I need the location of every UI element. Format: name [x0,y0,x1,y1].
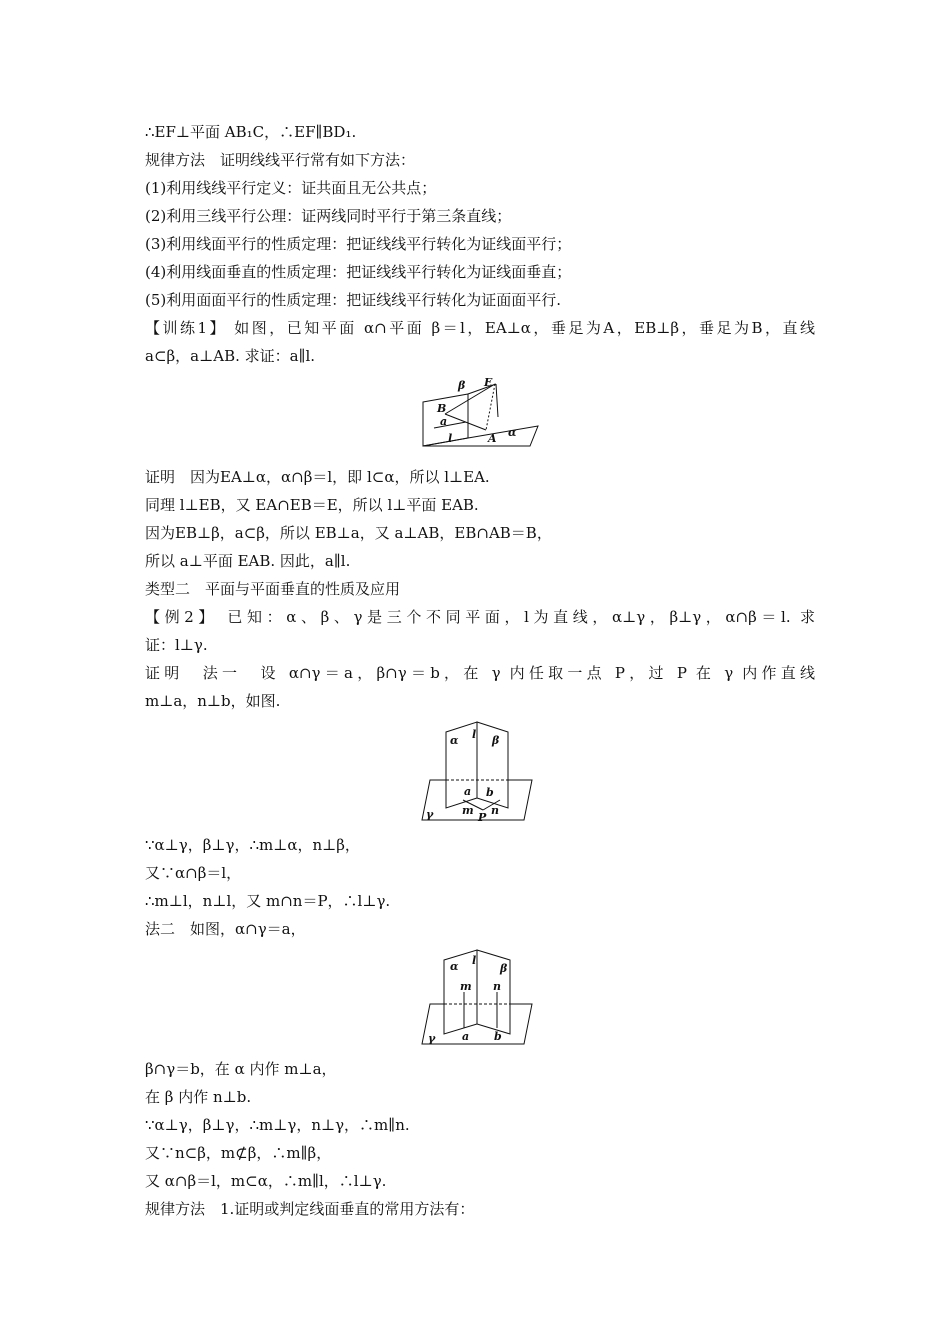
text-line: 又 α∩β＝l，m⊂α，∴m∥l，∴l⊥γ. [145,1172,387,1190]
text-line: ∴m⊥l，n⊥l，又 m∩n＝P，∴l⊥γ. [145,892,391,910]
text-line: 证明 因为EA⊥α，α∩β＝l，即 l⊂α，所以 l⊥EA. [145,468,490,486]
text-line: 又∵n⊂β，m⊄β，∴m∥β， [145,1144,332,1162]
figure-example2-method1 [420,720,540,828]
text-line: 证明 法一 设 α∩γ＝a，β∩γ＝b，在 γ 内任取一点 P，过 P 在 γ 内作直线 [145,664,815,682]
text-line: 规律方法 证明线线平行常有如下方法： [145,151,416,169]
label-gamma: γ [426,808,434,821]
label-beta: β [458,379,466,392]
text-line: (5)利用面面平行的性质定理：把证线线平行转化为证面面平行. [145,291,562,309]
section-heading: 类型二 平面与平面垂直的性质及应用 [145,580,401,598]
text-line: a⊂β，a⊥AB. 求证：a∥l. [145,347,316,365]
text-line: (2)利用三线平行公理：证两线同时平行于第三条直线； [145,207,512,225]
text-line: 因为EB⊥β，a⊂β，所以 EB⊥a，又 a⊥AB，EB∩AB＝B， [145,524,552,542]
label-alpha: α [450,960,459,973]
text-line: (4)利用线面垂直的性质定理：把证线线平行转化为证线面垂直； [145,263,572,281]
text-line: 在 β 内作 n⊥b. [145,1088,252,1106]
text-line: 证：l⊥γ. [145,636,208,654]
label-b: b [486,786,494,799]
figure-example2-method2 [420,948,540,1052]
label-A: A [488,432,497,445]
label-l: l [472,728,477,741]
text-line: 同理 l⊥EB，又 EA∩EB＝E，所以 l⊥平面 EAB. [145,496,479,514]
figure-training1 [420,372,540,452]
text-line: 所以 a⊥平面 EAB. 因此，a∥l. [145,552,351,570]
label-P: P [478,811,487,824]
label-l: l [448,432,453,445]
label-beta: β [492,734,500,747]
label-a: a [464,785,472,798]
label-l: l [472,954,477,967]
label-B: B [437,402,447,415]
label-gamma: γ [428,1032,436,1045]
text-line: β∩γ＝b，在 α 内作 m⊥a， [145,1060,337,1078]
label-E: E [484,376,493,389]
text-line: 【例2】 已知：α、β、γ是三个不同平面，l为直线，α⊥γ，β⊥γ，α∩β＝l. 求 [145,608,815,626]
label-m: m [460,980,472,993]
label-a: a [462,1030,470,1043]
text-line: 规律方法 1.证明或判定线面垂直的常用方法有： [145,1200,475,1218]
label-n: n [493,980,501,993]
text-line: ∴EF⊥平面 AB₁C，∴EF∥BD₁. [145,123,357,141]
label-a: a [440,415,448,428]
label-alpha: α [450,734,459,747]
text-line: (1)利用线线平行定义：证共面且无公共点； [145,179,437,197]
text-line: ∵α⊥γ，β⊥γ，∴m⊥γ，n⊥γ，∴m∥n. [145,1116,410,1134]
text-line: 【训练1】 如图，已知平面 α∩平面 β＝l，EA⊥α，垂足为A，EB⊥β，垂足为B，直线 [145,319,815,337]
text-line: 又∵α∩β＝l， [145,864,242,882]
text-line: ∵α⊥γ，β⊥γ，∴m⊥α，n⊥β， [145,836,360,854]
text-line: m⊥a，n⊥b，如图. [145,692,281,710]
text-line: (3)利用线面平行的性质定理：把证线线平行转化为证线面平行； [145,235,572,253]
text-line: 法二 如图，α∩γ＝a， [145,920,306,938]
label-m: m [462,804,474,817]
label-alpha: α [508,426,517,439]
label-n: n [491,804,499,817]
label-beta: β [500,962,508,975]
label-b: b [494,1030,502,1043]
